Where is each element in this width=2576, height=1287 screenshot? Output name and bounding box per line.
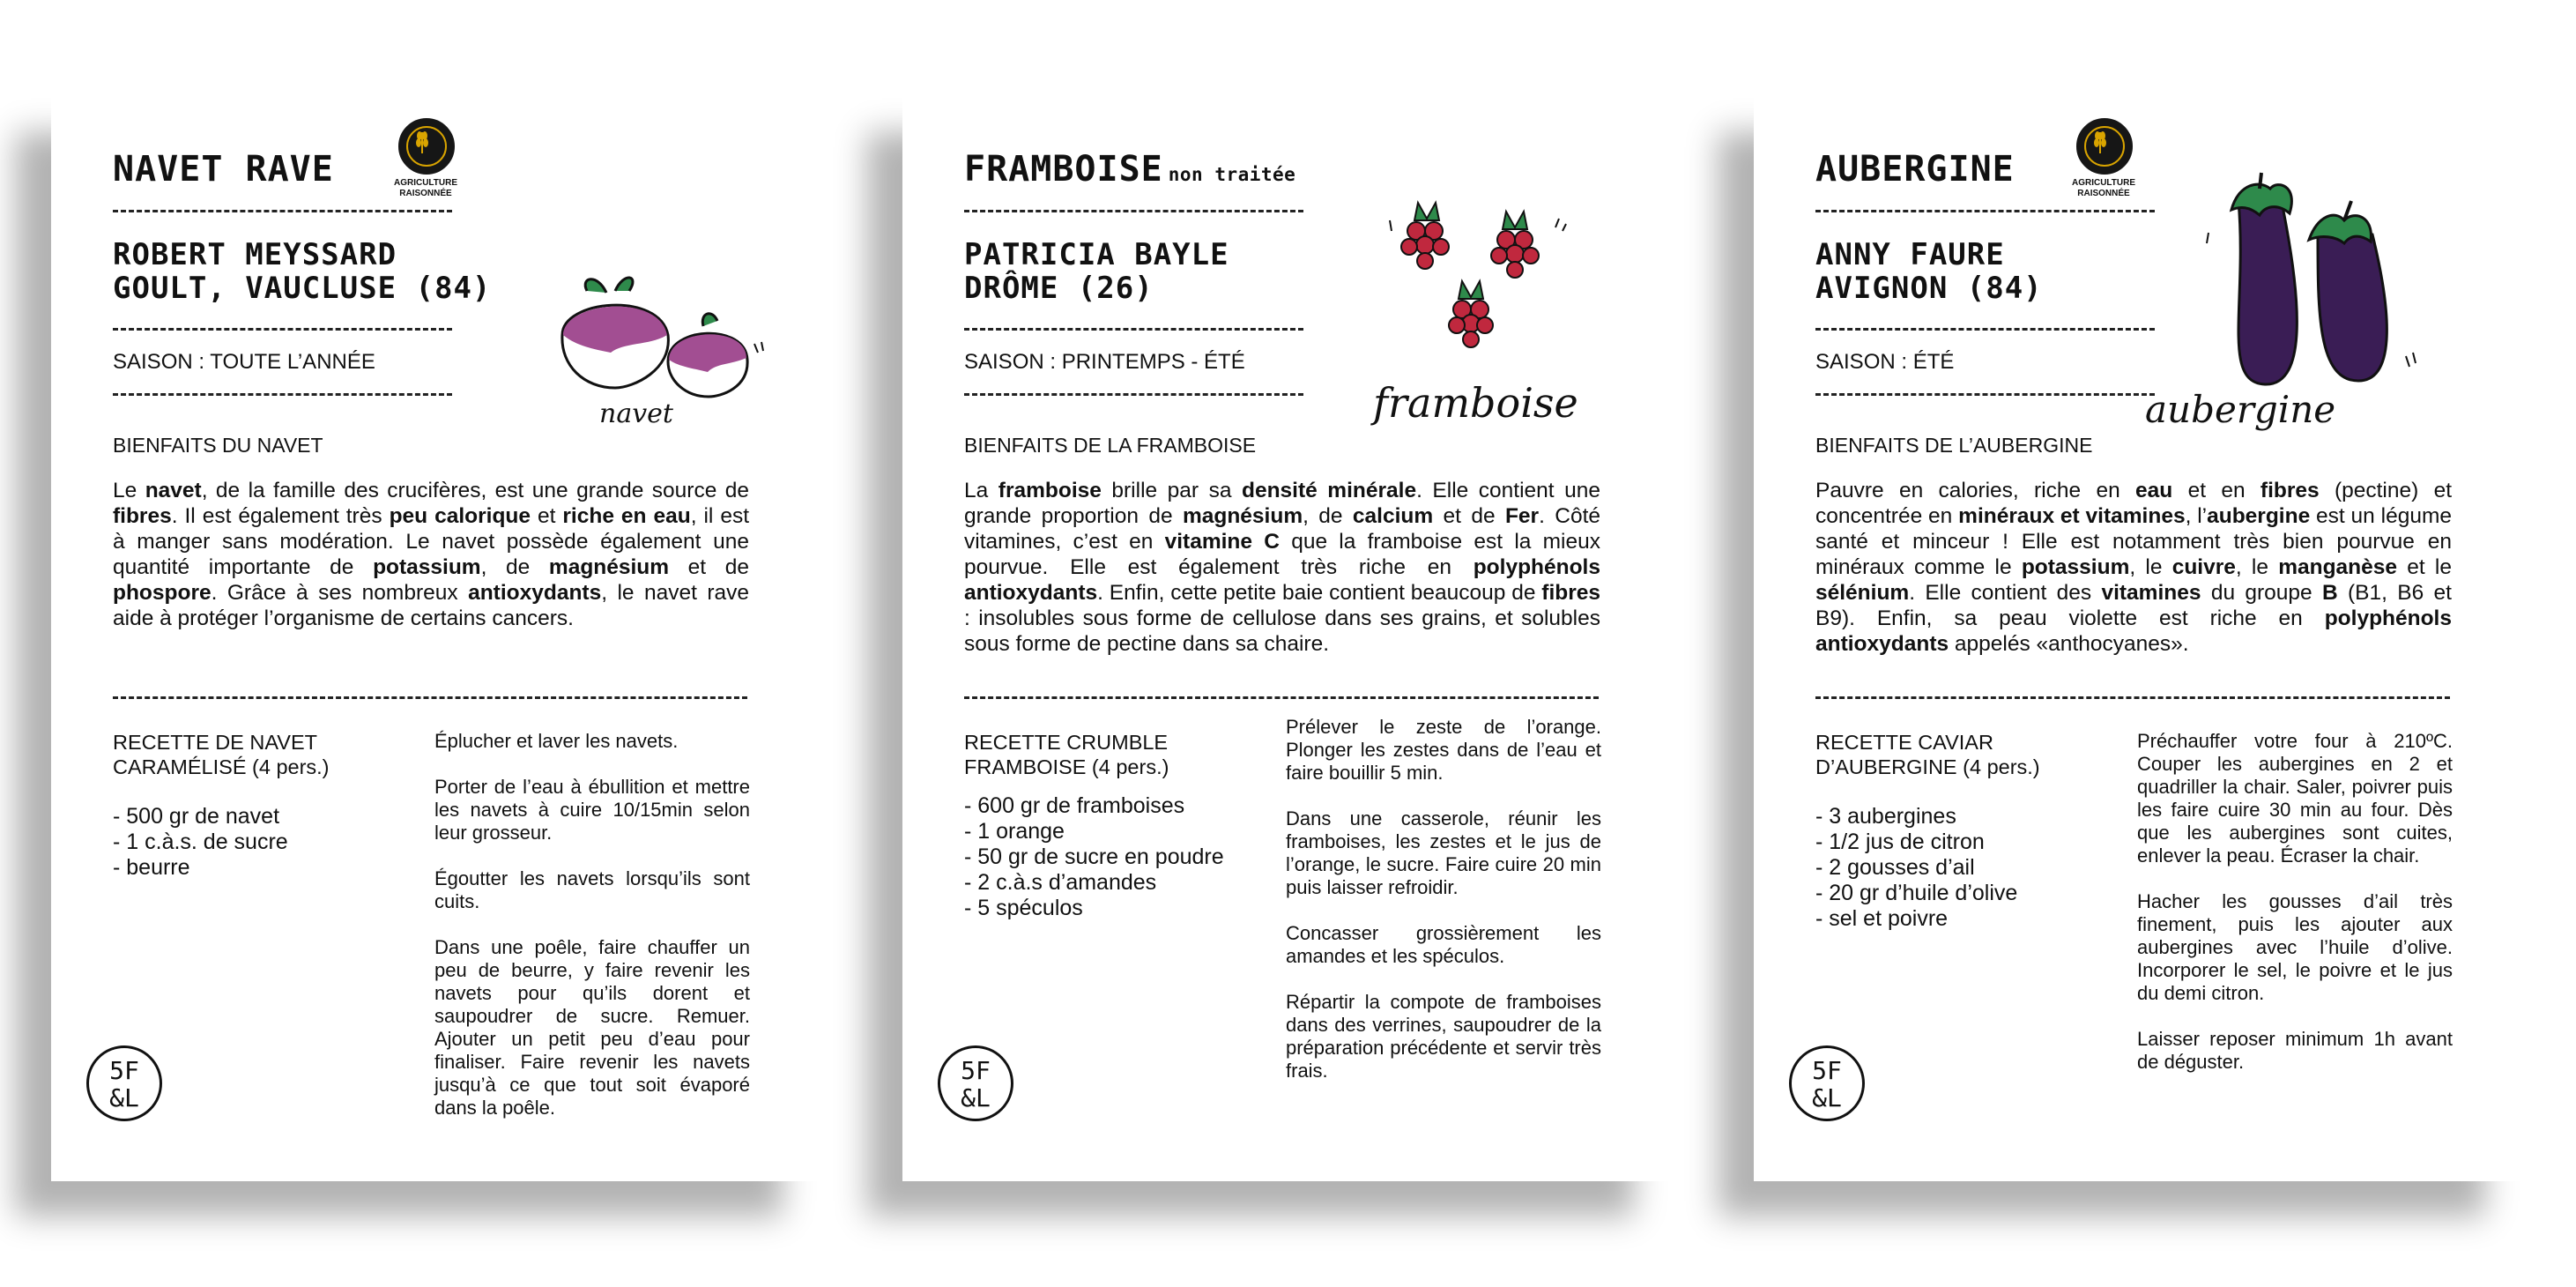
benefit-keyword: fibres: [2260, 479, 2320, 502]
agriculture-raisonnee-badge: AGRICULTURE RAISONNÉE: [2064, 118, 2143, 203]
benefit-text-run: . Il est également très: [171, 504, 390, 528]
ingredients-list: [964, 793, 1255, 921]
divider: [964, 696, 1599, 699]
ingredients-list: [1815, 804, 2106, 932]
benefit-text-run: , de: [1303, 504, 1353, 528]
divider: [113, 210, 452, 212]
ingredient-item: - 5 spéculos: [964, 896, 1083, 920]
divider: [1815, 393, 2155, 396]
ingredient-item: - beurre: [113, 855, 190, 880]
recipe-steps: [2137, 730, 2453, 1097]
benefits-text: [1815, 478, 2452, 657]
ingredient-item: - 50 gr de sucre en poudre: [964, 844, 1224, 869]
recipe-card-framboise: [902, 97, 1669, 1181]
recipe-title: RECETTE CRUMBLE FRAMBOISE (4 pers.): [964, 731, 1169, 778]
recipe-card-aubergine: [1754, 97, 2520, 1181]
benefits-title: BIENFAITS DE LA FRAMBOISE: [964, 434, 1257, 457]
divider: [1815, 696, 2450, 699]
benefit-text-run: : insolubles sous forme de cellulose dans ses grains, et solubles sous forme de pectine dans sa chaire.: [964, 606, 1600, 656]
benefit-keyword: peu calorique: [389, 504, 531, 528]
ingredient-item: - 2 gousses d’ail: [1815, 855, 1975, 880]
benefit-keyword: potassium: [373, 555, 481, 579]
benefit-keyword: minéraux et vitamines: [1958, 504, 2186, 528]
benefits-title: BIENFAITS DU NAVET: [113, 434, 323, 457]
benefit-keyword: antioxydants: [468, 581, 602, 605]
ingredient-item: - 1 orange: [964, 819, 1065, 844]
benefit-keyword: Fer: [1504, 504, 1540, 528]
benefit-text-run: . Enfin, cette petite baie contient beaucoup de: [1097, 581, 1542, 605]
recipe-step: Hacher les gousses d’ail très finement, puis les ajouter aux aubergines avec l’huile d’olive. Incorporer le sel, le poivre et le jus du demi citron.: [2137, 890, 2453, 1004]
recipe-step: Porter de l’eau à ébullition et mettre les navets à cuire 10/15min selon leur grosseur.: [434, 776, 750, 844]
ingredient-item: - 1 c.à.s. de sucre: [113, 829, 288, 854]
recipe-title: RECETTE DE NAVET CARAMÉLISÉ (4 pers.): [113, 731, 330, 778]
benefit-keyword: riche en eau: [562, 504, 691, 528]
illustration-label: framboise: [1373, 379, 1578, 427]
benefit-text-run: . Elle contient des: [1909, 581, 2102, 605]
recipe-step: Dans une poêle, faire chauffer un peu de beurre, y faire revenir les navets pour qu’ils dorent et saupoudrer de sucre. Remuer. Ajouter un petit peu d’eau pour finaliser. Faire revenir les navets jusqu’à ce que tout soit évaporé dans la poêle.: [434, 936, 750, 1119]
ingredient-item: - 600 gr de framboises: [964, 793, 1185, 818]
recipe-step: Laisser reposer minimum 1h avant de déguster.: [2137, 1028, 2453, 1073]
benefit-keyword: fibres: [113, 504, 172, 528]
recipe-steps: [1286, 716, 1601, 1105]
benefit-text-run: (B1, B6 et B9). Enfin, sa peau violette est riche en: [1815, 581, 2452, 630]
season: SAISON : TOUTE L’ANNÉE: [113, 350, 375, 374]
ingredient-item: - 3 aubergines: [1815, 804, 1956, 829]
recipe-step: Répartir la compote de framboises dans des verrines, saupoudrer de la préparation précédente et servir très frais.: [1286, 991, 1601, 1082]
recipe-steps: [434, 730, 750, 1142]
turnip-illustration: [545, 264, 765, 414]
eggplant-illustration: [2186, 171, 2450, 391]
benefit-text-run: et: [531, 504, 563, 528]
divider: [1815, 328, 2155, 331]
benefit-keyword: cuivre: [2171, 555, 2236, 579]
benefit-text-run: du groupe: [2201, 581, 2322, 605]
ingredient-item: - 1/2 jus de citron: [1815, 829, 1985, 854]
divider: [964, 328, 1303, 331]
5fl-logo: 5F &L: [86, 1045, 162, 1121]
divider: [113, 328, 452, 331]
producer: ROBERT MEYSSARD GOULT, VAUCLUSE (84): [113, 237, 492, 306]
benefit-text-run: et de: [1433, 504, 1505, 528]
season: SAISON : PRINTEMPS - ÉTÉ: [964, 350, 1245, 374]
benefit-keyword: vitamine C: [1164, 530, 1280, 554]
benefit-text-run: . Grâce à ses nombreux: [211, 581, 469, 605]
5fl-logo: 5F &L: [938, 1045, 1013, 1121]
wheat-icon: [2090, 127, 2111, 155]
benefit-keyword: polyphénols antioxydants: [964, 555, 1600, 605]
ingredient-item: - 2 c.à.s d’amandes: [964, 870, 1157, 895]
benefit-text-run: , l’: [2185, 504, 2208, 528]
benefit-keyword: potassium: [2021, 555, 2130, 579]
benefit-text-run: (pectine) et concentrée en: [1815, 479, 2453, 528]
benefits-text: [113, 478, 749, 631]
recipe-step: Préchauffer votre four à 210ºC. Couper les aubergines en 2 et quadriller la chair. Saler, poivrer puis les faire cuire 30 min au four. Dès que les aubergines sont cuites, enlever la peau. Écraser la chair.: [2137, 730, 2453, 867]
benefit-text-run: , de: [480, 555, 549, 579]
divider: [113, 696, 747, 699]
benefit-text-run: appelés «anthocyanes».: [1949, 632, 2189, 656]
benefit-text-run: , de la famille des crucifères, est une grande source de: [201, 479, 749, 502]
benefit-keyword: manganèse: [2278, 555, 2398, 579]
benefit-keyword: framboise: [998, 479, 1102, 502]
benefit-keyword: vitamines: [2101, 581, 2201, 605]
recipe-step: Égoutter les navets lorsqu’ils sont cuits.: [434, 867, 750, 912]
ingredient-item: - 500 gr de navet: [113, 804, 280, 829]
recipe-step: Dans une casserole, réunir les framboises, les zestes et le jus de l’orange, le sucre. Faire cuire 20 min puis laisser refroidir.: [1286, 807, 1601, 898]
divider: [1815, 210, 2155, 212]
raspberry-illustration: [1383, 185, 1585, 379]
benefit-keyword: B: [2322, 581, 2338, 605]
benefit-text-run: est un légume santé et minceur ! Elle est notamment très bien pourvue en minéraux comme le: [1815, 504, 2453, 579]
benefit-text-run: La: [964, 479, 998, 502]
ingredient-item: - 20 gr d’huile d’olive: [1815, 881, 2018, 905]
illustration-label: aubergine: [2145, 388, 2336, 431]
benefits-text: [964, 478, 1600, 657]
recipe-step: Concasser grossièrement les amandes et les spéculos.: [1286, 922, 1601, 967]
benefits-title: BIENFAITS DE L’AUBERGINE: [1815, 434, 2093, 457]
divider: [964, 393, 1303, 396]
benefit-keyword: eau: [2135, 479, 2173, 502]
benefit-text-run: . Elle contient une grande proportion de: [964, 479, 1600, 528]
benefit-keyword: densité minérale: [1242, 479, 1417, 502]
product-subtitle: non traitée: [1168, 164, 1296, 185]
benefit-text-run: Le: [113, 479, 145, 502]
recipe-card-navet: [51, 97, 818, 1181]
illustration-label: navet: [599, 398, 673, 429]
benefit-keyword: sélénium: [1815, 581, 1910, 605]
benefit-keyword: calcium: [1352, 504, 1434, 528]
recipe-step: Prélever le zeste de l’orange. Plonger les zestes dans de l’eau et faire bouillir 5 min.: [1286, 716, 1601, 784]
ingredients-list: [113, 804, 404, 881]
product-title: NAVET RAVE: [113, 149, 334, 190]
benefit-text-run: . Côté vitamines, c’est en: [964, 504, 1600, 554]
benefit-text-run: , le: [2235, 555, 2279, 579]
benefit-text-run: et en: [2172, 479, 2260, 502]
agriculture-raisonnee-badge: AGRICULTURE RAISONNÉE: [386, 118, 465, 203]
producer: ANNY FAURE AVIGNON (84): [1815, 237, 2043, 306]
benefit-keyword: phospore: [113, 581, 212, 605]
benefit-text-run: Pauvre en calories, riche en: [1815, 479, 2136, 502]
benefit-keyword: navet: [145, 479, 202, 502]
benefit-keyword: magnésium: [1182, 504, 1303, 528]
benefit-keyword: polyphénols antioxydants: [1815, 606, 2452, 656]
5fl-logo: 5F &L: [1789, 1045, 1865, 1121]
divider: [113, 393, 452, 396]
benefit-text-run: brille par sa: [1101, 479, 1242, 502]
divider: [964, 210, 1303, 212]
benefit-text-run: , le: [2129, 555, 2172, 579]
benefit-keyword: fibres: [1541, 581, 1600, 605]
wheat-icon: [412, 127, 433, 155]
benefit-text-run: , le navet rave aide à protéger l’organisme de certains cancers.: [113, 581, 750, 630]
benefit-text-run: , il est à manger sans modération. Le navet possède également une quantité importante de: [113, 504, 750, 579]
benefit-keyword: magnésium: [548, 555, 670, 579]
product-title: AUBERGINE: [1815, 149, 2015, 190]
producer: PATRICIA BAYLE DRÔME (26): [964, 237, 1229, 306]
benefit-keyword: aubergine: [2207, 504, 2311, 528]
benefit-text-run: et de: [669, 555, 749, 579]
season: SAISON : ÉTÉ: [1815, 350, 1955, 374]
ingredient-item: - sel et poivre: [1815, 906, 1949, 931]
recipe-step: Éplucher et laver les navets.: [434, 730, 679, 752]
product-title: FRAMBOISE non traitée: [964, 149, 1296, 190]
benefit-text-run: et le: [2397, 555, 2452, 579]
benefit-text-run: que la framboise est la mieux pourvue. Elle est également très riche en: [964, 530, 1600, 579]
recipe-title: RECETTE CAVIAR D’AUBERGINE (4 pers.): [1815, 731, 2040, 778]
